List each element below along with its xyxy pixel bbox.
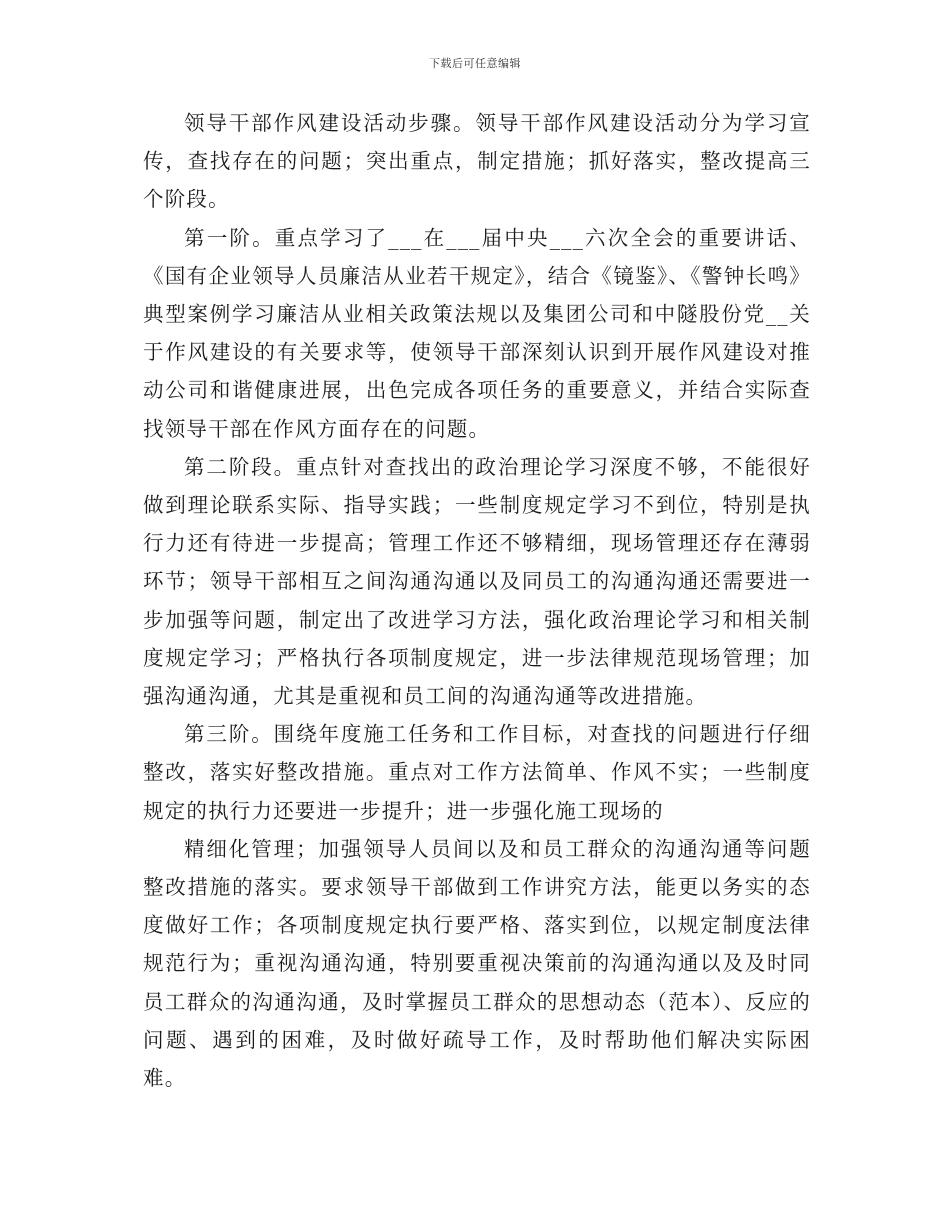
document-body (143, 104, 811, 1097)
paragraph-intro: 领导干部作风建设活动步骤。领导干部作风建设活动分为学习宣传，查找存在的问题；突出重点，制定措施；抓好落实，整改提高三个阶段。 (143, 111, 811, 212)
header-note: 下载后可任意编辑 (429, 57, 521, 70)
paragraph-stage-one: 第一阶。重点学习了___在___届中央___六次全会的重要讲话、《国有企业领导人员廉洁从业若干规定》，结合《镜鉴》、《警钟长鸣》典型案例学习廉洁从业相关政策法规以及集团公司和中隧股份党__关于作风建设的有关要求等，使领导干部深刻认识到开展作风建设对推动公司和谐健康进展，出色完成各项任务的重要意义，并结合实际查找领导干部在作风方面存在的问题。 (143, 225, 811, 441)
paragraph-stage-three: 第三阶。围绕年度施工任务和工作目标，对查找的问题进行仔细整改，落实好整改措施。重点对工作方法简单、作风不实；一些制度规定的执行力还要进一步提升；进一步强化施工现场的 (143, 722, 811, 823)
paragraph-stage-two: 第二阶段。重点针对查找出的政治理论学习深度不够，不能很好做到理论联系实际、指导实践；一些制度规定学习不到位，特别是执行力还有待进一步提高；管理工作还不够精细，现场管理还存在薄弱环节；领导干部相互之间沟通沟通以及同员工的沟通沟通还需要进一步加强等问题，制定出了改进学习方法，强化政治理论学习和相关制度规定学习；严格执行各项制度规定，进一步法律规范现场管理；加强沟通沟通，尤其是重视和员工间的沟通沟通等改进措施。 (143, 454, 811, 709)
paragraph-stage-three-continued: 精细化管理；加强领导人员间以及和员工群众的沟通沟通等问题整改措施的落实。要求领导干部做到工作讲究方法，能更以务实的态度做好工作；各项制度规定执行要严格、落实到位，以规定制度法律规范行为；重视沟通沟通，特别要重视决策前的沟通沟通以及及时同员工群众的沟通沟通，及时掌握员工群众的思想动态（范本）、反应的问题、遇到的困难，及时做好疏导工作，及时帮助他们解决实际困难。 (143, 836, 811, 1091)
